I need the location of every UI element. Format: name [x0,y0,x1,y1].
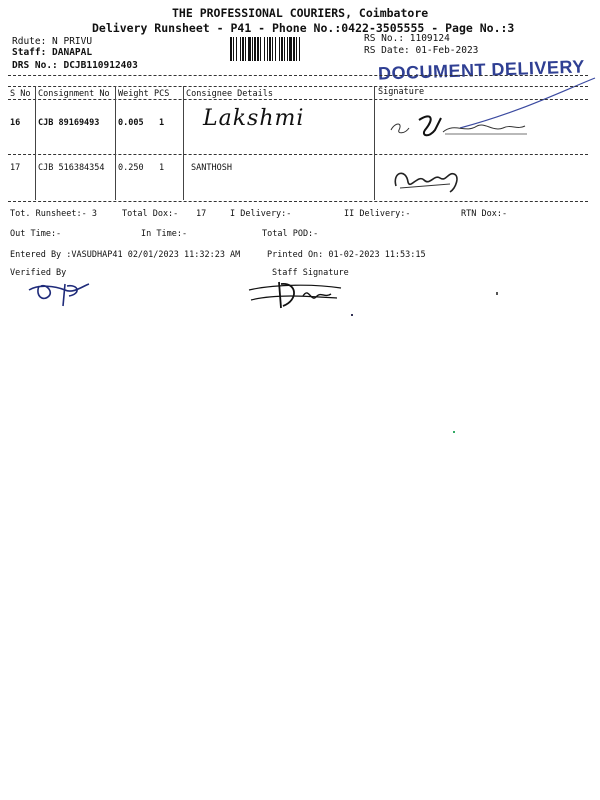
i-delivery: I Delivery:- [230,209,292,219]
row-17-consignee: SANTHOSH [191,163,232,173]
document-title: THE PROFESSIONAL COURIERS, Coimbatore [172,6,429,20]
staff-signature [245,278,345,312]
document-delivery-stamp: DOCUMENT DELIVERY [377,56,586,84]
col-divider [374,86,375,200]
drs-number: DRS No.: DCJB110912403 [12,60,138,71]
row-16-signature [385,108,535,144]
rs-date: RS Date: 01-Feb-2023 [364,45,479,56]
header-consignee-details: Consignee Details [186,89,273,99]
printed-on: Printed On: 01-02-2023 11:53:15 [267,250,426,260]
col-divider [35,86,36,200]
ii-delivery: II Delivery:- [344,209,411,219]
staff-signature-label: Staff Signature [272,268,349,278]
col-divider [183,86,184,200]
total-dox-label: Total Dox:- [122,209,179,219]
total-pod: Total POD:- [262,229,319,239]
table-top-rule [8,75,588,76]
in-time: In Time:- [141,229,188,239]
verified-by-signature [25,278,95,308]
row-16-consignment: CJB 89169493 [38,118,100,128]
col-divider [115,86,116,200]
total-dox-value: 17 [196,209,207,219]
header-pcs: PCS [154,89,170,99]
document-subtitle: Delivery Runsheet - P41 - Phone No.:0422-3505555 - Page No.:3 [92,21,515,35]
entered-by: Entered By :VASUDHAP41 02/01/2023 11:32:23 AM [10,250,241,260]
row-17-pcs: 1 [159,163,165,173]
row-17-sno: 17 [10,163,21,173]
row-16-sno: 16 [10,118,21,128]
verified-by-label: Verified By [10,268,67,278]
row-divider [8,154,588,155]
out-time: Out Time:- [10,229,62,239]
rtn-dox: RTN Dox:- [461,209,508,219]
staff-label: Staff: DANAPAL [12,47,93,58]
tot-runsheet: Tot. Runsheet:- 3 [10,209,97,219]
header-consignment-no: Consignment No [38,89,110,99]
header-signature: Signature [378,87,425,97]
row-17-signature [390,164,470,196]
scan-speck [351,314,353,316]
barcode [230,37,358,61]
scan-speck [453,431,455,433]
row-16-weight: 0.005 [118,118,144,128]
header-sno: S No [10,89,31,99]
row-16-pcs: 1 [159,118,165,128]
row-17-weight: 0.250 [118,163,144,173]
header-weight: Weight [118,89,149,99]
row-16-consignee-handwritten: Lakshmi [203,106,305,131]
table-bottom-rule [8,201,588,202]
scan-speck [496,292,498,295]
route-label: Rdute: N PRIVU [12,36,93,47]
row-17-consignment: CJB 516384354 [38,163,105,173]
header-top-rule [8,86,588,87]
rs-number: RS No.: 1109124 [364,33,450,44]
header-bottom-rule [8,99,588,100]
